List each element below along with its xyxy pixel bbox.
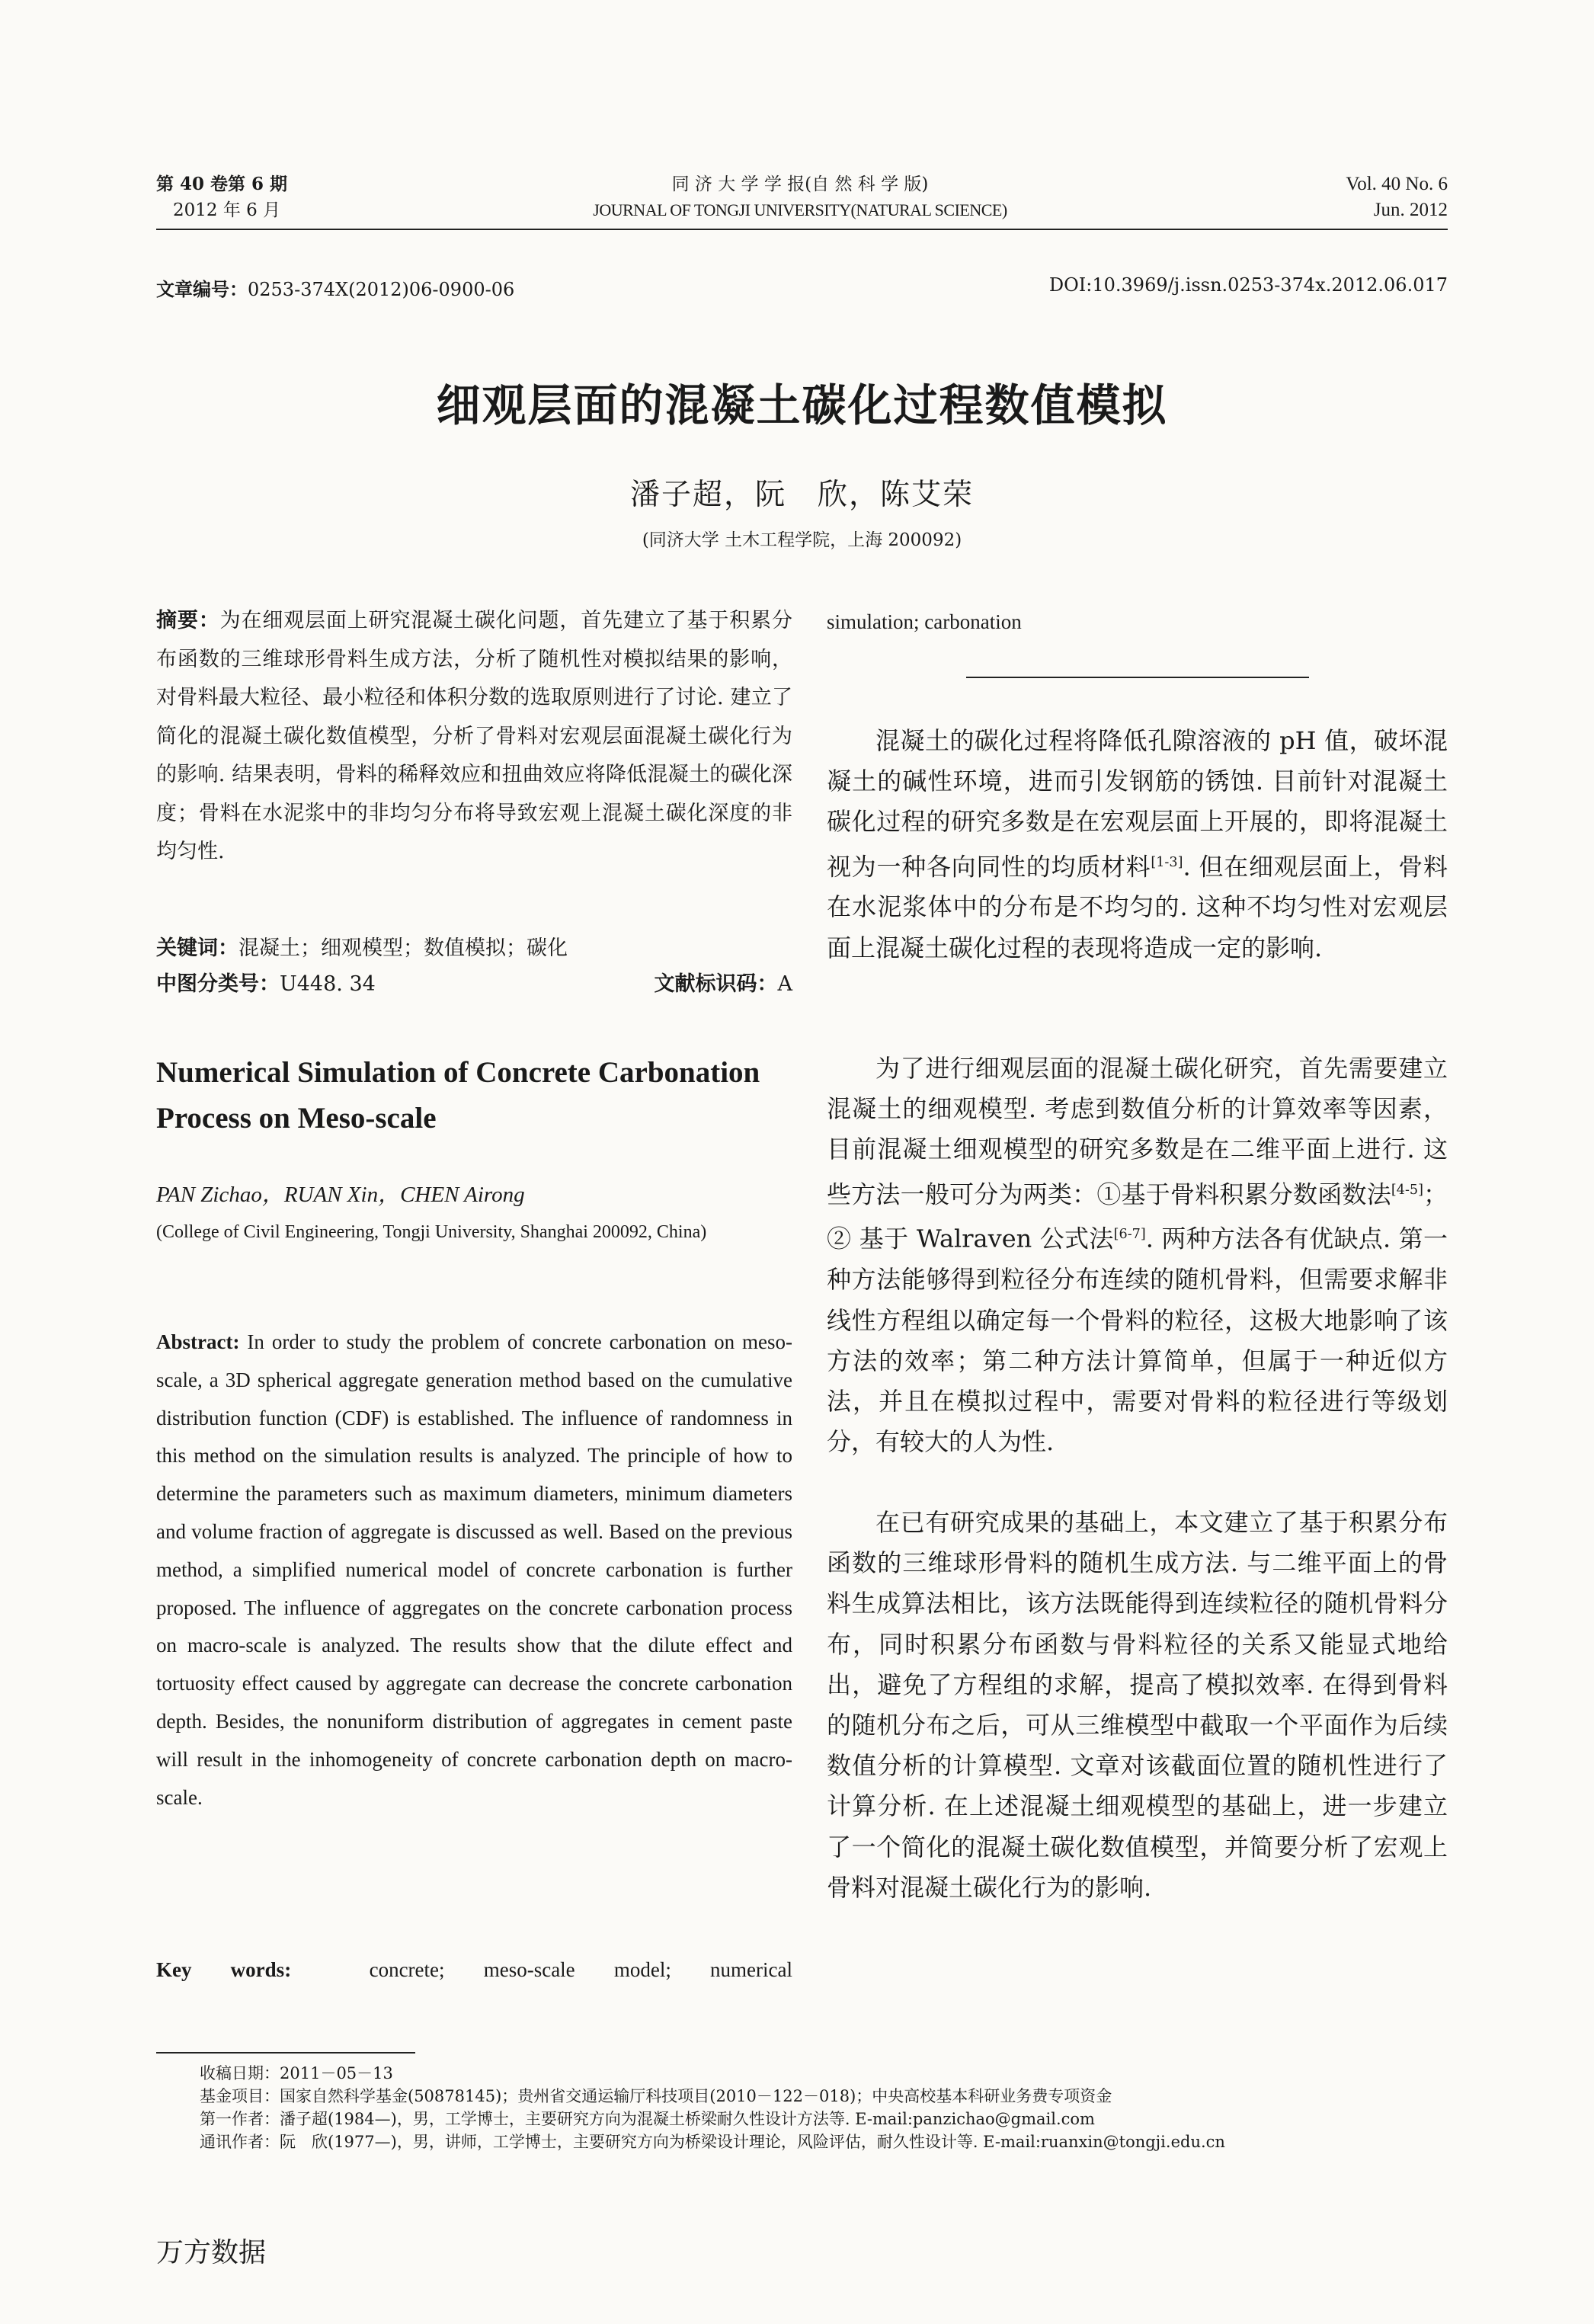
abstract-cn [156,602,792,872]
doc-code-label: 文献标识码： [654,972,778,996]
english-authors: PAN Zichao，RUAN Xin，CHEN Airong [156,1183,525,1207]
volume-issue: 第 40 卷第 6 期 [156,174,288,194]
volume-number: Vol. 40 No. 6 [1346,174,1448,194]
article-number-label: 文章编号： [156,278,248,300]
p1-citation: [1-3] [1151,854,1183,870]
journal-title-block [472,171,1128,223]
paper-title: 细观层面的混凝土碳化过程数值模拟 [436,379,1168,431]
doc-code [655,965,793,1004]
issue-date: 2012 年 6 月 [173,200,281,220]
p2-text-b: ；② 基于 Walraven 公式法 [827,1180,1448,1254]
header-rule [156,229,1448,230]
paper-authors: 潘子超，阮 欣，陈艾荣 [629,478,974,512]
clc-label: 中图分类号： [156,972,280,996]
p2-citation-1: [4-5] [1391,1182,1423,1198]
footnote-funding: 基金项目：国家自然科学基金(50878145)；贵州省交通运输厅科技项目(2010－122－018)；中央高校基本科研业务费专项资金 [200,2087,1112,2105]
keywords-en-line1: concrete; meso-scale model; numerical [369,1958,793,1981]
paper-affiliation: (同济大学 土木工程学院，上海 200092) [642,530,962,550]
footnotes [200,2062,1449,2153]
keywords-en [156,1954,792,1986]
english-title-line1: Numerical Simulation of Concrete Carbonation [156,1056,760,1089]
keywords-en-continued: simulation; carbonation [827,610,1022,633]
journal-title-cn: 同 济 大 学 学 报(自 然 科 学 版) [671,174,929,194]
p2-text-a: 为了进行细观层面的混凝土碳化研究，首先需要建立混凝土的细观模型. 考虑到数值分析的计算效率等因素，目前混凝土细观模型的研究多数是在二维平面上进行. 这些方法一般可分为两类：①基于骨料积累分数函数法 [827,1054,1448,1209]
journal-volume-en [1250,171,1448,223]
keywords-cn-text: 混凝土；细观模型；数值模拟；碳化 [238,936,568,960]
abstract-cn-text: 为在细观层面上研究混凝土碳化问题，首先建立了基于积累分布函数的三维球形骨料生成方法，分析了随机性对模拟结果的影响，对骨料最大粒径、最小粒径和体积分数的选取原则进行了讨论. 建立了简化的混凝土碳化数值模型，分析了骨料对宏观层面混凝土碳化行为的影响. 结果表明，骨料的稀释效应和扭曲效应将降低混凝土的碳化深度；骨料在水泥浆中的非均匀分布将导致宏观上混凝土碳化深度的非均匀性. [156,609,793,863]
keywords-cn-label: 关键词： [156,936,238,960]
clc-value: U448. 34 [280,972,376,996]
footnote-corresponding: 通讯作者：阮 欣(1977—)，男，讲师，工学博士，主要研究方向为桥梁设计理论，风险评估，耐久性设计等. E-mail:ruanxin@tongji.edu.cn [200,2133,1225,2151]
p2-text-c: . 两种方法各有优缺点. 第一种方法能够得到粒径分布连续的随机骨料，但需要求解非线性方程组以确定每一个骨料的粒径，这极大地影响了该方法的效率；第二种方法计算简单，但属于一种近似方法，并且在模拟过程中，需要对骨料的粒径进行等级划分，有较大的人为性. [827,1224,1448,1457]
intro-paragraph-3: 在已有研究成果的基础上，本文建立了基于积累分布函数的三维球形骨料的随机生成方法. 与二维平面上的骨料生成算法相比，该方法既能得到连续粒径的随机骨料分布，同时积累分布函数与骨料粒径的关系又能显式地给出，避免了方程组的求解，提高了模拟效率. 在得到骨料的随机分布之后，可从三维模型中截取一个平面作为后续数值分析的计算模型. 文章对该截面位置的随机性进行了计算分析. 在上述混凝土细观模型的基础上，进一步建立了一个简化的混凝土碳化数值模型，并简要分析了宏观上骨料对混凝土碳化行为的影响. [827,1508,1448,1902]
wanfang-watermark: 万方数据 [156,2237,267,2268]
keywords-cn [156,930,792,968]
abstract-cn-label: 摘要： [156,609,220,632]
abstract-en-label: Abstract: [156,1330,240,1353]
p1-text-b: . 但在细观层面上，骨料在水泥浆体中的分布是不均匀的. 这种不均匀性对宏观层面上混凝土碳化过程的表现将造成一定的影响. [827,852,1448,962]
footnote-received: 收稿日期：2011－05－13 [200,2064,393,2082]
journal-volume-cn [156,171,354,223]
footnote-first-author: 第一作者：潘子超(1984—)，男，工学博士，主要研究方向为混凝土桥梁耐久性设计方法等. E-mail:panzichao@gmail.com [200,2110,1095,2128]
english-affiliation: (College of Civil Engineering, Tongji University, Shanghai 200092, China) [156,1222,707,1242]
abstract-en-text: In order to study the problem of concrete carbonation on meso-scale, a 3D spherical aggregate generation method based on the cumulative distribution function (CDF) is established. The influence of randomness in this method on the simulation results is analyzed. The principle of how to determine the parameters such as maximum diameters, minimum diameters and volume fraction of aggregate is discussed as well. Based on the previous method, a simplified numerical model of concrete carbonation is further proposed. The influence of aggregates on the concrete carbonation process on macro-scale is analyzed. The results show that the dilute effect and tortuosity effect caused by aggregate can decrease the concrete carbonation depth. Besides, the nonuniform distribution of aggregates in cement paste will result in the inhomogeneity of concrete carbonation depth on macro-scale. [156,1330,793,1809]
article-number [156,274,514,301]
abstract-en [156,1324,792,1817]
classification-line [156,965,792,1004]
intro-paragraph-2 [827,1048,1448,1462]
english-title-line2: Process on Meso-scale [156,1102,437,1135]
english-title [156,1050,804,1141]
intro-paragraph-1 [827,721,1448,968]
doi: DOI:10.3969/j.issn.0253-374x.2012.06.017 [1048,274,1448,296]
keywords-en-label: Key words: [156,1958,292,1981]
article-number-value: 0253-374X(2012)06-0900-06 [248,279,515,300]
keywords-divider [966,677,1309,678]
doc-code-value: A [777,972,792,996]
p2-citation-2: [6-7] [1113,1227,1146,1243]
footnote-rule [156,2052,415,2054]
p1-text-a: 混凝土的碳化过程将降低孔隙溶液的 pH 值，破坏混凝土的碱性环境，进而引发钢筋的锈蚀. 目前针对混凝土碳化过程的研究多数是在宏观层面上开展的，即将混凝土视为一种各向同性的均质材料 [827,726,1448,882]
publication-month: Jun. 2012 [1373,200,1448,220]
journal-title-en: JOURNAL OF TONGJI UNIVERSITY(NATURAL SCIENCE) [593,200,1007,219]
